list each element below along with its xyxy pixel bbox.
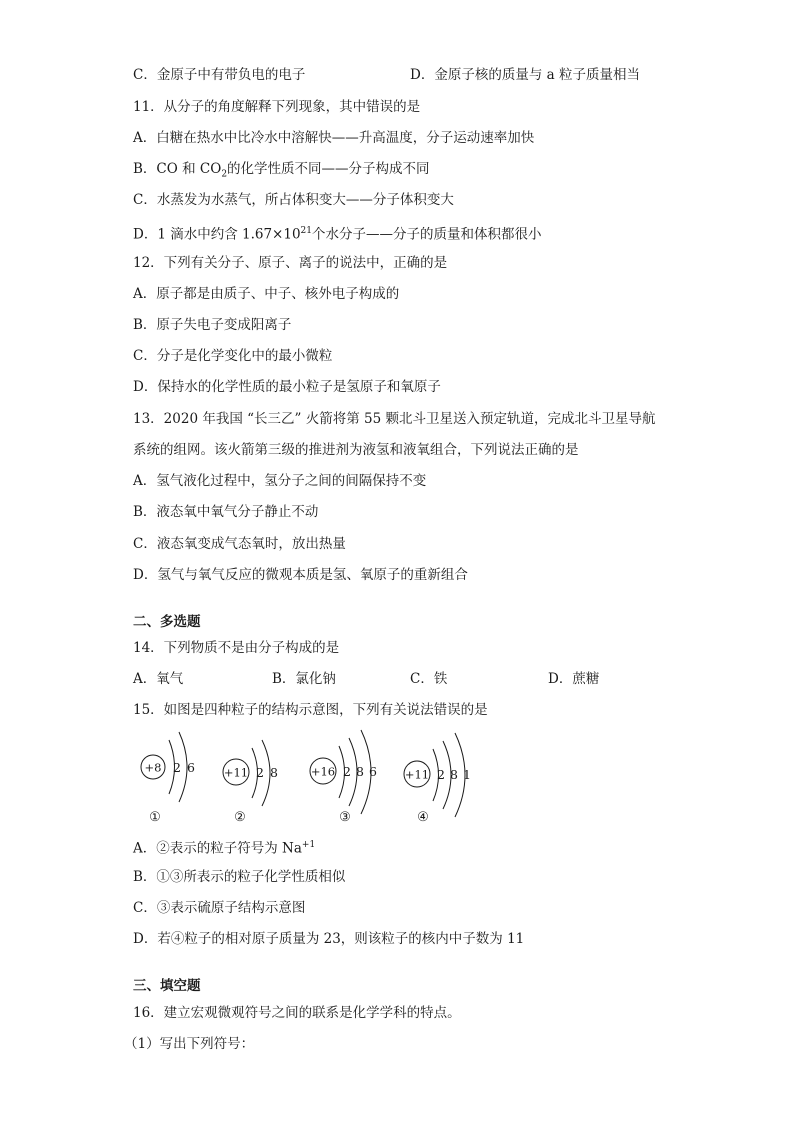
q15-stem: 15．如图是四种粒子的结构示意图，下列有关说法错误的是: [133, 702, 488, 718]
q15-option-c: C．③表示硫原子结构示意图: [133, 900, 306, 916]
particle-1-nucleus: +8: [144, 760, 162, 775]
particle-4-nucleus: +11: [404, 767, 430, 782]
q11-option-d: D．1 滴水中约含 $1.67\times 10^{21}$个水分子——分子的质量和体积都很小: [133, 226, 542, 243]
q14-option-a: A．氧气: [133, 671, 184, 687]
particle-3-shell-1: 2: [343, 764, 351, 779]
q13-option-a: A．氢气液化过程中，氢分子之间的间隔保持不变: [133, 473, 427, 489]
q14-option-c: C．铁: [410, 671, 448, 687]
q10-option-c: C．金原子中有带负电的电子: [133, 67, 306, 83]
q16-stem: 16．建立宏观微观符号之间的联系是化学学科的特点。: [133, 1005, 461, 1021]
atomic-structure-diagrams: [133, 724, 493, 828]
particle-3-shell-3: 6: [369, 764, 377, 779]
particle-3-shell-2: 8: [356, 764, 364, 779]
particle-2-label: ②: [234, 810, 246, 825]
particle-4-shell-3: 1: [463, 767, 471, 782]
particle-diagram-2: [223, 740, 278, 825]
q12-option-c: C．分子是化学变化中的最小微粒: [133, 348, 333, 364]
particle-2-nucleus: +11: [223, 765, 249, 780]
q10-option-d: D．金原子核的质量与 a 粒子质量相当: [410, 67, 640, 83]
particle-diagram-3: [310, 730, 377, 825]
q15-option-b: B．①③所表示的粒子化学性质相似: [133, 869, 346, 885]
q12-stem: 12．下列有关分子、原子、离子的说法中，正确的是: [133, 255, 448, 271]
particle-2-shell-1: 2: [256, 765, 264, 780]
q12-option-d: D．保持水的化学性质的最小粒子是氢原子和氧原子: [133, 379, 441, 395]
q14-option-b: B．氯化钠: [272, 671, 336, 687]
particle-3-nucleus: +16: [310, 764, 336, 779]
q11-option-c: C．水蒸发为水蒸气，所占体积变大——分子体积变大: [133, 192, 454, 208]
section-title-fill-in: 三、填空题: [133, 978, 201, 994]
particle-4-shell-2: 8: [450, 767, 458, 782]
particle-2-shell-2: 8: [270, 765, 278, 780]
q13-stem-line1: 13．2020 年我国 “长三乙” 火箭将第 55 颗北斗卫星送入预定轨道，完成北斗卫星导航: [133, 411, 656, 427]
q11-option-a: A．白糖在热水中比冷水中溶解快——升高温度，分子运动速率加快: [133, 130, 535, 146]
particle-1-shell-2: 6: [187, 760, 195, 775]
q15-option-a: A．②表示的粒子符号为 $Na^{+1}$: [133, 840, 316, 857]
q13-option-b: B．液态氧中氧气分子静止不动: [133, 504, 319, 520]
q16-part1: （1）写出下列符号：: [124, 1036, 255, 1052]
q13-option-c: C．液态氧变成气态氧时，放出热量: [133, 536, 346, 552]
particle-4-label: ④: [417, 810, 429, 825]
q11-stem: 11．从分子的角度解释下列现象，其中错误的是: [133, 99, 421, 115]
q14-option-d: D．蔗糖: [548, 671, 600, 687]
q12-option-a: A．原子都是由质子、中子、核外电子构成的: [133, 286, 400, 302]
section-title-multiple-choice: 二、多选题: [133, 614, 201, 630]
particle-4-shell-1: 2: [437, 767, 445, 782]
q13-option-d: D．氢气与氧气反应的微观本质是氢、氧原子的重新组合: [133, 567, 468, 583]
q14-stem: 14．下列物质不是由分子构成的是: [133, 640, 340, 656]
q11-option-b: B．CO 和 $CO_2$的化学性质不同——分子构成不同: [133, 161, 430, 180]
particle-diagram-1: [141, 732, 195, 825]
particle-1-label: ①: [149, 810, 161, 825]
particle-3-label: ③: [339, 810, 351, 825]
particle-diagram-4: [404, 733, 471, 825]
particle-1-shell-1: 2: [173, 760, 181, 775]
q13-stem-line2: 系统的组网。该火箭第三级的推进剂为液氢和液氧组合，下列说法正确的是: [133, 442, 579, 458]
q15-option-d: D．若④粒子的相对原子质量为 23，则该粒子的核内中子数为 11: [133, 931, 525, 947]
q12-option-b: B．原子失电子变成阳离子: [133, 317, 292, 333]
